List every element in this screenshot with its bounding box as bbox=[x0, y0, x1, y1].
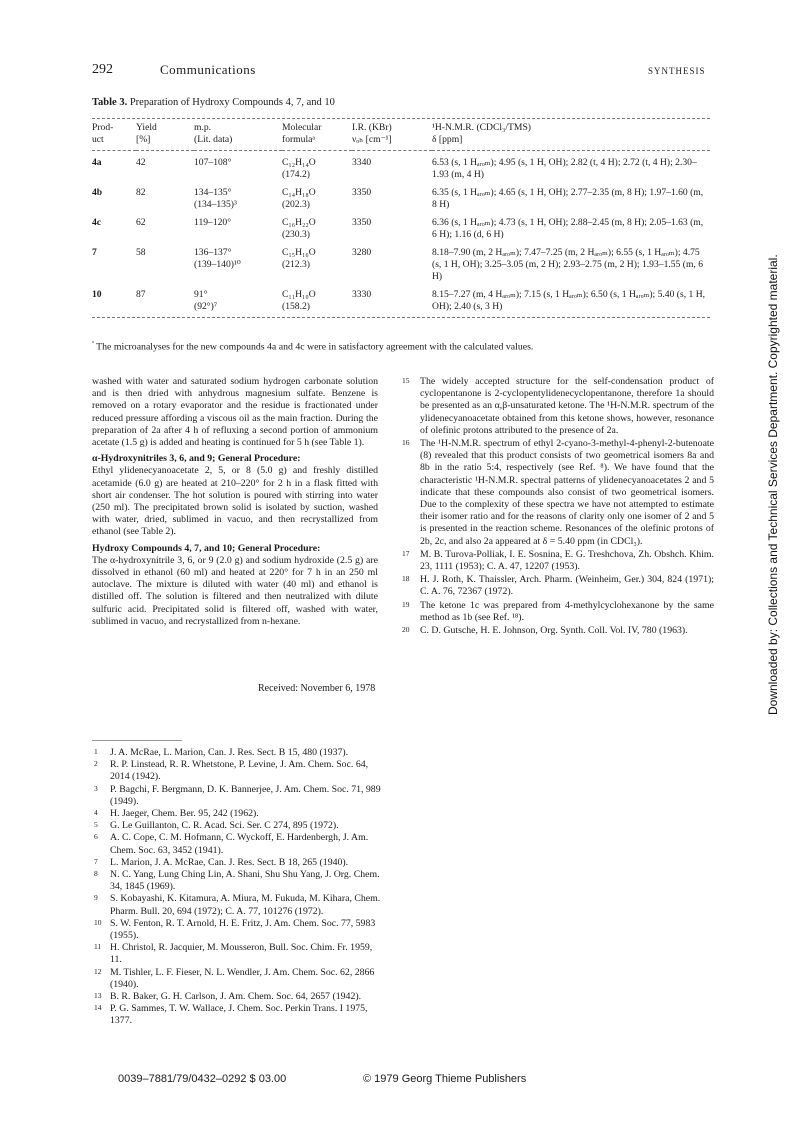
cell-ir: 3280 bbox=[352, 247, 372, 258]
reference-item: 2 R. P. Linstead, R. R. Whetstone, P. Levine, J. Am. Chem. Soc. 64, 2014 (1942). bbox=[94, 759, 369, 783]
reference-item: 3 P. Bagchi, F. Bergmann, D. K. Bannerjee, J. Am. Chem. Soc. 71, 989 (1949). bbox=[94, 783, 381, 807]
reference-item: 13 B. R. Baker, G. H. Carlson, J. Am. Chem. Soc. 64, 2657 (1942). bbox=[94, 991, 362, 1003]
reference-item: 6 A. C. Cope, C. M. Hofmann, C. Wyckoff, E. Hardenbergh, J. Am. Chem. Soc. 63, 3452 (1941). bbox=[94, 832, 369, 856]
cell-product: 7 bbox=[92, 247, 97, 258]
cell-nmr: 6.35 (s, 1 Hₐᵣₒₘ); 4.65 (s, 1 H, OH); 2.77–2.35 (m, 8 H); 1.97–1.60 (m, 8 H) bbox=[432, 187, 704, 210]
left-column bbox=[92, 376, 378, 628]
reference-item: 5 G. Le Guillanton, C. R. Acad. Sci. Ser. C 274, 895 (1972). bbox=[94, 820, 339, 832]
journal-name: SYNTHESIS bbox=[648, 66, 706, 76]
note-item: 15 The widely accepted structure for the self-condensation product of cyclopentanone is 2-cyclopentylidenecyclopentanone, therefore 1a should be presented as an α,β-unsaturated ketone. The ¹H-N.M.R. spectrum of the ylidenecyanoacetate obtained from this ketone shows, however, resonance of olefinic protons attributed to the presence of 2a. bbox=[402, 376, 714, 436]
received-date: Received: November 6, 1978 bbox=[258, 683, 376, 694]
table-row bbox=[92, 283, 710, 313]
cell-yield: 42 bbox=[136, 157, 146, 168]
table-caption bbox=[92, 97, 335, 108]
reference-item: 14 P. G. Sammes, T. W. Wallace, J. Chem. Soc. Perkin Trans. I 1975, 1377. bbox=[94, 1003, 368, 1027]
reference-item: 11 H. Christol, R. Jacquier, M. Mousseron, Bull. Soc. Chim. Fr. 1959, 11. bbox=[94, 942, 373, 966]
header-formula: Molecular formulaᵃ bbox=[282, 122, 322, 145]
section-title: Communications bbox=[160, 62, 256, 77]
header-yield: Yield [%] bbox=[136, 122, 157, 145]
table-caption-label: Table 3. bbox=[92, 97, 128, 108]
cell-ir: 3350 bbox=[352, 187, 372, 198]
header-ir: I.R. (KBr) νₒₕ [cm⁻¹] bbox=[352, 122, 392, 145]
cell-nmr: 8.15–7.27 (m, 4 Hₐᵣₒₘ); 7.15 (s, 1 Hₐᵣₒₘ); 6.50 (s, 1 Hₐᵣₒₘ); 5.40 (s, 1 H, OH); 2.40 (s, 3 H) bbox=[432, 289, 706, 312]
procedure-paragraph: Ethyl ylidenecyanoacetate 2, 5, or 8 (5.0 g) and freshly distilled acetamide (6.0 g) are heated at 210–220° for 2 h in a flask fitted with short air condenser. The hot solution is poured with stirring into water (250 ml). The precipitated brown solid is isolated by suction, washed with water, dried, sublimed in vacuo, and then recrystallized from ethanol (see Table 2). bbox=[92, 465, 378, 538]
note-item: 17 M. B. Turova-Polliak, I. E. Sosnina, E. G. Treshchova, Zh. Obshch. Khim. 23, 1111 (1953); C. A. 47, 12207 (1953). bbox=[402, 548, 714, 573]
references-separator bbox=[92, 740, 182, 741]
cell-ir: 3350 bbox=[352, 217, 372, 228]
cell-yield: 82 bbox=[136, 187, 146, 198]
cell-yield: 87 bbox=[136, 289, 146, 300]
table-top-rule bbox=[92, 118, 710, 119]
cell-formula: C₁₅H₁₆O (212.3) bbox=[282, 247, 316, 270]
reference-item: 12 M. Tishler, L. F. Fieser, N. L. Wendler, J. Am. Chem. Soc. 62, 2866 (1940). bbox=[94, 966, 375, 990]
copyright-line: © 1979 Georg Thieme Publishers bbox=[363, 1073, 527, 1085]
references-list bbox=[92, 747, 382, 1028]
cell-product: 4c bbox=[92, 217, 102, 228]
page-number: 292 bbox=[92, 62, 113, 77]
right-column-notes bbox=[402, 376, 714, 638]
cell-yield: 58 bbox=[136, 247, 146, 258]
download-watermark: Downloaded by: Collections and Technical Services Department. Copyrighted material. bbox=[766, 254, 780, 715]
header-mp: m.p. (Lit. data) bbox=[194, 122, 233, 145]
reference-item: 8 N. C. Yang, Lung Ching Lin, A. Shani, Shu Shu Yang, J. Org. Chem. 34, 1845 (1969). bbox=[94, 869, 380, 893]
reference-item: 9 S. Kobayashi, K. Kitamura, A. Miura, M. Fukuda, M. Kihara, Chem. Pharm. Bull. 20, 694 (1972); C. A. 77, 101276 (1972). bbox=[94, 893, 381, 917]
cell-product: 10 bbox=[92, 289, 102, 300]
cell-mp: 136–137° (139–140)¹⁰ bbox=[194, 247, 241, 270]
cell-ir: 3340 bbox=[352, 157, 372, 168]
table-header-row bbox=[92, 122, 710, 151]
table-footnote: $^ᵃ$ The microanalyses for the new compounds 4a and 4c were in satisfactory agreement with the calculated values. bbox=[92, 340, 534, 353]
cell-mp: 91° (92°)⁷ bbox=[194, 289, 218, 312]
table-bottom-rule bbox=[92, 317, 710, 318]
cell-ir: 3330 bbox=[352, 289, 372, 300]
hydroxy-compounds-table bbox=[92, 122, 710, 318]
procedure-paragraph: washed with water and saturated sodium hydrogen carbonate solution and is then dried with anhydrous magnesium sulfate. Benzene is removed on a rotary evaporator and the residue is fractionated under reduced pressure affording a viscous oil as the main fraction. During the preparation of 2a after 4 h of refluxing a second portion of ammonium acetate (1.5 g) is added and heating is continued for 5 h (see Table 1). bbox=[92, 376, 378, 449]
reference-item: 7 L. Marion, J. A. McRae, Can. J. Res. Sect. B 18, 265 (1940). bbox=[94, 856, 349, 868]
cell-yield: 62 bbox=[136, 217, 146, 228]
table-row bbox=[92, 211, 710, 241]
note-item: 20 C. D. Gutsche, H. E. Johnson, Org. Synth. Coll. Vol. IV, 780 (1963). bbox=[402, 625, 688, 637]
cell-nmr: 8.18–7.90 (m, 2 Hₐᵣₒₘ); 7.47–7.25 (m, 2 Hₐᵣₒₘ); 6.55 (s, 1 Hₐᵣₒₘ); 4.75 (s, 1 H, OH); 3.25–3.05 (m, 2 H); 2.93–2.75 (m, 2 H); 1.93–1.55 (m, 6 H) bbox=[432, 247, 704, 282]
header-nmr: ¹H-N.M.R. (CDCl₃/TMS) δ [ppm] bbox=[432, 122, 531, 145]
note-item: 18 H. J. Roth, K. Thaissler, Arch. Pharm. (Weinheim, Ger.) 304, 824 (1971); C. A. 76, 72367 (1972). bbox=[402, 574, 714, 598]
cell-mp: 134–135° (134–135)³ bbox=[194, 187, 237, 210]
cell-mp: 119–120° bbox=[194, 217, 232, 228]
procedure-heading: Hydroxy Compounds 4, 7, and 10; General Procedure: bbox=[92, 542, 321, 554]
cell-nmr: 6.36 (s, 1 Hₐᵣₒₘ); 4.73 (s, 1 H, OH); 2.88–2.45 (m, 8 H); 2.05–1.63 (m, 6 H); 1.16 (d, 6 H) bbox=[432, 217, 704, 240]
note-item: 16 The ¹H-N.M.R. spectrum of ethyl 2-cyano-3-methyl-4-phenyl-2-butenoate (8) revealed that this product consists of two geometrical isomers 8a and 8b in the ratio 5:4, respectively (see Ref. ⁸). We have found that the characteristic ¹H-N.M.R. spectral patterns of ylidenecyanoacetates 2 and 5 indicate that these compounds also consist of two geometrical isomers. Due to the complexity of these spectra we have not attempted to estimate their isomer ratio and for the reasons of clarity only one isomer of 2 and 5 is presented in the reaction scheme. Resonances of the olefinic protons of 2b, 2c, and also 2a appeared at δ = 5.40 ppm (in CDCl₃). bbox=[402, 438, 714, 547]
cell-product: 4a bbox=[92, 157, 102, 168]
reference-item: 1 J. A. McRae, L. Marion, Can. J. Res. Sect. B 15, 480 (1937). bbox=[94, 747, 349, 758]
cell-nmr: 6.53 (s, 1 Hₐᵣₒₘ); 4.95 (s, 1 H, OH); 2.82 (t, 4 H); 2.72 (t, 4 H); 2.30–1.93 (m, 4 H) bbox=[432, 157, 697, 180]
table-caption-text: Preparation of Hydroxy Compounds 4, 7, and 10 bbox=[129, 97, 335, 108]
cell-mp: 107–108° bbox=[194, 157, 232, 168]
header-product: Prod- uct bbox=[92, 122, 114, 145]
table-row bbox=[92, 241, 710, 283]
article-code: 0039–7881/79/0432–0292 $ 03.00 bbox=[118, 1073, 287, 1085]
reference-item: 10 S. W. Fenton, R. T. Arnold, H. E. Fritz, J. Am. Chem. Soc. 77, 5983 (1955). bbox=[94, 917, 376, 942]
cell-product: 4b bbox=[92, 187, 103, 198]
cell-formula: C₁₄H₁₈O (202.3) bbox=[282, 187, 316, 210]
table-row bbox=[92, 181, 710, 211]
procedure-paragraph: The α-hydroxynitrile 3, 6, or 9 (2.0 g) and sodium hydroxide (2.5 g) are dissolved in ethanol (60 ml) and heated at 220° for 7 h in an 250 ml autoclave. The mixture is diluted with water (40 ml) and ethanol is distilled off. The solution is filtered and then neutralized with dilute sulfuric acid. Precipitated solid is filtered off, washed with water, sublimed in vacuo, and recrystallized from n-hexane. bbox=[92, 554, 378, 627]
cell-formula: C₁₆H₂₂O (230.3) bbox=[282, 217, 316, 240]
procedure-heading: α-Hydroxynitriles 3, 6, and 9; General Procedure: bbox=[92, 453, 301, 465]
table-row bbox=[92, 151, 710, 181]
note-item: 19 The ketone 1c was prepared from 4-methylcyclohexanone by the same method as 1b (see Ref. ¹⁸). bbox=[402, 599, 714, 623]
cell-formula: C₁₂H₁₄O (174.2) bbox=[282, 157, 316, 180]
reference-item: 4 H. Jaeger, Chem. Ber. 95, 242 (1962). bbox=[94, 808, 259, 820]
cell-formula: C₁₁H₁₀O (158.2) bbox=[282, 289, 316, 312]
